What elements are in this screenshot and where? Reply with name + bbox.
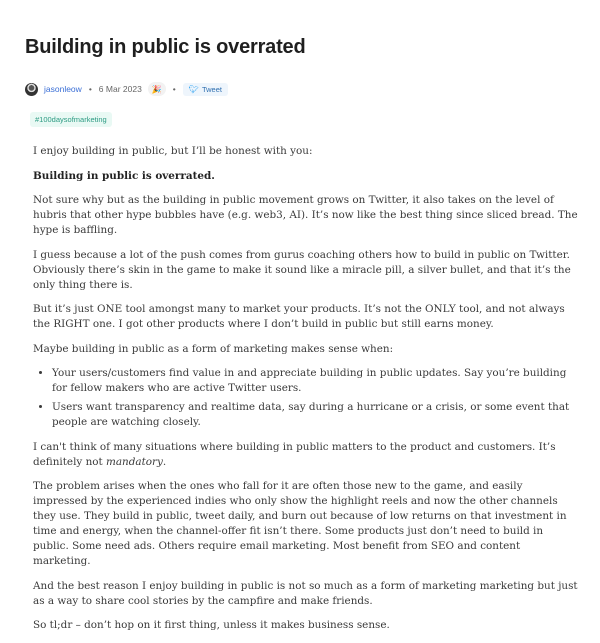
paragraph [33,440,578,470]
author-link[interactable]: jasonleow [44,84,82,94]
emphasis-text: mandatory [106,455,163,468]
tweet-label: Tweet [201,84,222,94]
party-popper-icon: 🎉 [151,84,162,94]
tag-link[interactable]: #100daysofmarketing [30,112,112,127]
meta-separator: • [172,84,176,94]
paragraph: Not sure why but as the building in public movement grows on Twitter, it also takes on the level of hubris that other hype bubbles have (e.g. web3, AI). It’s now like the best thing since sliced bread. The hype is baffling. [33,194,578,236]
paragraph: But it’s just ONE tool amongst many to market your products. It’s not the ONLY tool, and not always the RIGHT one. I got other products where I don’t build in public but still earns money. [33,303,565,330]
paragraph-text: I can't think of many situations where building in public matters to the product and customers. It’s definitely not [33,440,556,468]
paragraph: And the best reason I enjoy building in public is not so much as a form of marketing marketing but just as a way to share cool stories by the campfire and make friends. [33,579,578,607]
paragraph-bold: Building in public is overrated. [33,169,215,182]
paragraph: So tl;dr – don’t hop on it first thing, unless it makes business sense. [33,619,390,631]
paragraph: The problem arises when the ones who fall for it are often those new to the game, and easily impressed by the experienced indies who only show the highlight reels and now the other channels they use. They build in public, tweet daily, and burn out because of low returns on that investment in time and energy, when the channel-offer fit isn’t there. Some products just don’t need to build in public. Some need ads. Others require email marketing. Most benefit from SEO and content marketing. [33,480,567,567]
post-meta [25,80,228,98]
meta-separator: • [88,84,92,94]
article-body [33,144,578,643]
author-avatar[interactable] [25,83,38,96]
paragraph: Maybe building in public as a form of marketing makes sense when: [33,342,394,355]
list-item: • Users want transparency and realtime data, say during a hurricane or a crisis, or some event that people are watching closely. [52,400,578,430]
bullet-list [33,366,578,430]
post-title: Building in public is overrated [25,36,306,58]
tweet-button[interactable] [183,83,228,96]
twitter-bird-icon: 🐦︎ [188,84,199,94]
list-item: • Your users/customers find value in and appreciate building in public updates. Say you’re building for fellow makers who are active Twitter users. [52,366,578,396]
reaction-button[interactable] [148,82,166,96]
post-date: 6 Mar 2023 [98,84,142,94]
paragraph: I guess because a lot of the push comes from gurus coaching others how to build in public on Twitter. Obviously there’s skin in the game to make it sound like a miracle pill, a silver bullet, and that it’s the only thing there is. [33,248,571,291]
paragraph: I enjoy building in public, but I’ll be honest with you: [33,145,313,157]
paragraph-end: . [162,455,167,468]
